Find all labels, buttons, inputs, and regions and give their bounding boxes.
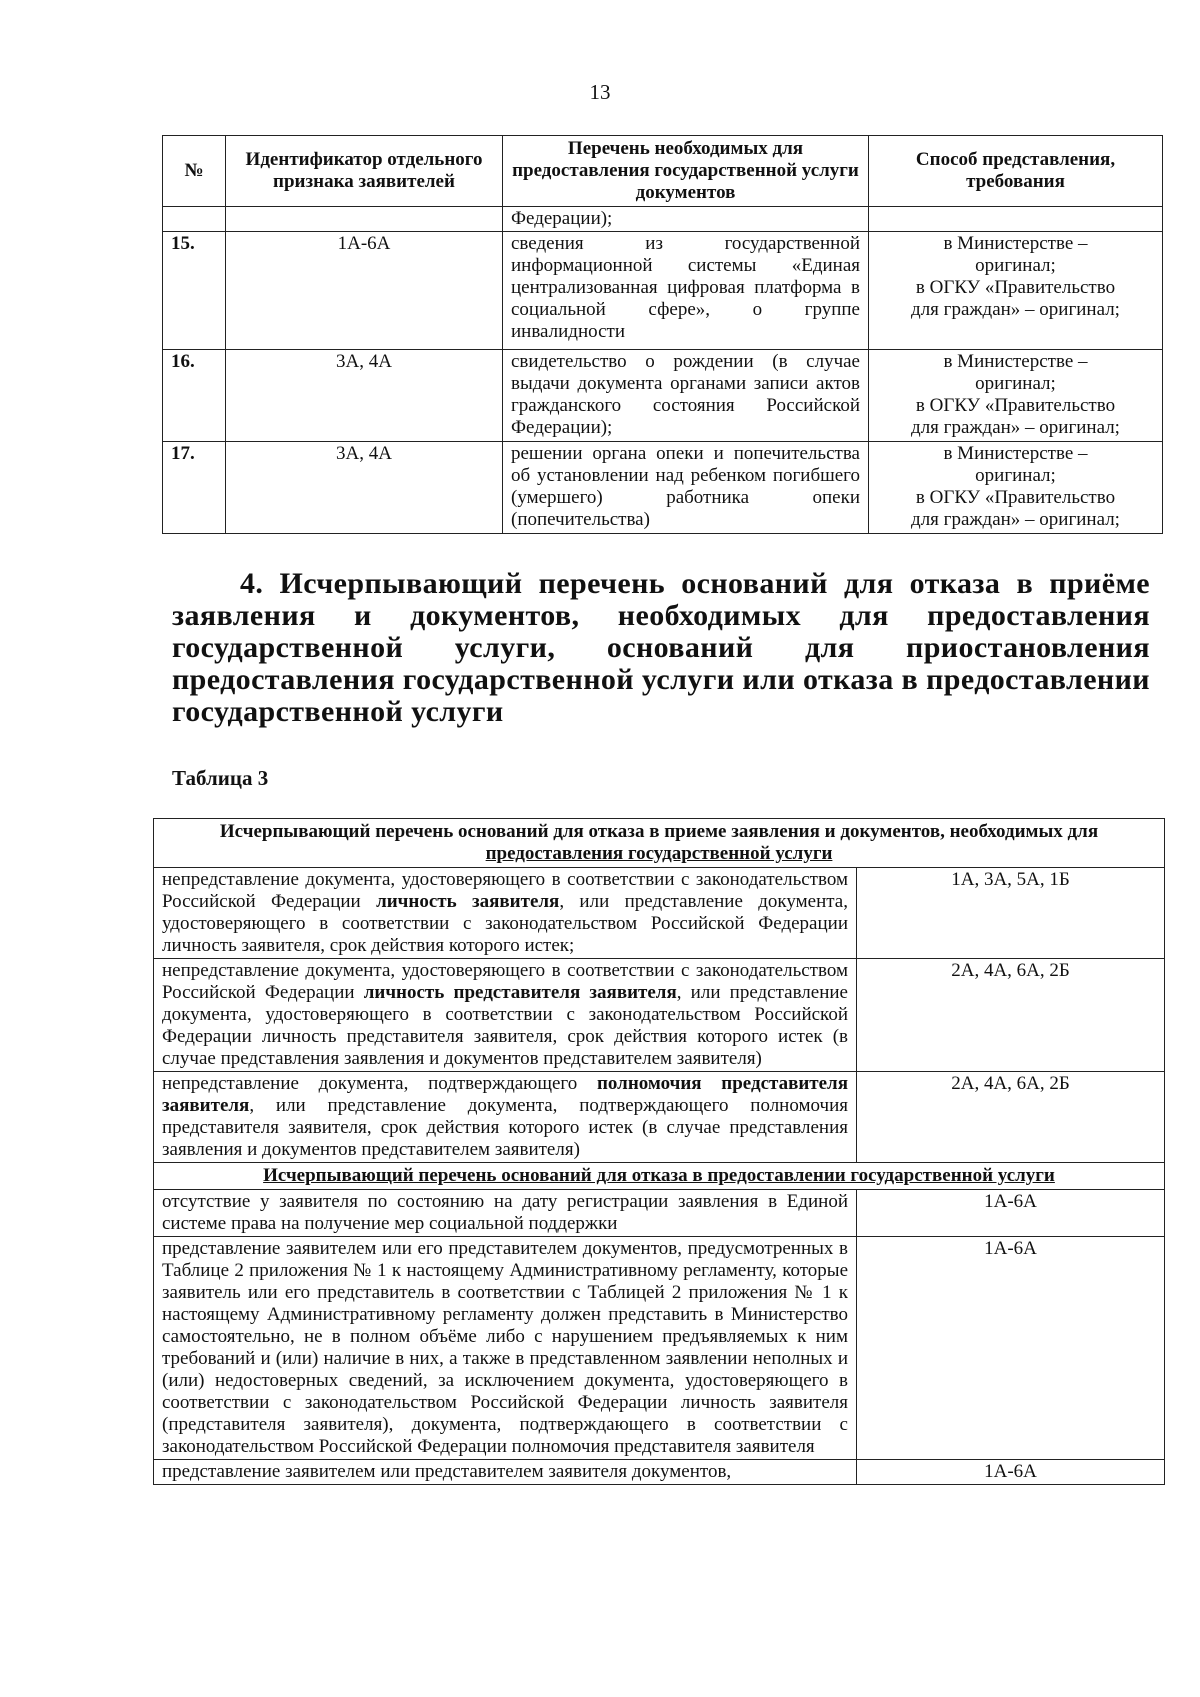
ground-text: непредставление документа, подтверждающего полномочия представителя заявителя, или представление документа, подтверждающего полномочия представителя заявителя, срок действия которого истек (в случае представления заявления и документов представителем заявителя) <box>154 1072 857 1163</box>
table-row <box>154 868 1165 959</box>
section-heading: 4. Исчерпывающий перечень оснований для отказа в приёме заявления и документов, необходимых для предоставления государственной услуги, оснований для приостановления предоставления государственной услуги или отказа в предоставлении государственной услуги <box>172 567 1150 728</box>
row-code: 1А-6А <box>226 232 503 350</box>
row-document: свидетельство о рождении (в случае выдачи документа органами записи актов гражданского состояния Российской Федерации); <box>503 350 869 442</box>
ground-codes: 2А, 4А, 6А, 2Б <box>857 959 1165 1072</box>
row-number: 15. <box>163 232 226 350</box>
table-row <box>154 1460 1165 1485</box>
table-row <box>154 959 1165 1072</box>
documents-table-continued <box>162 135 1163 534</box>
ground-codes: 1А, 3А, 5А, 1Б <box>857 868 1165 959</box>
ground-codes: 1А-6А <box>857 1460 1165 1485</box>
header-num: № <box>163 136 226 207</box>
table-row <box>154 1072 1165 1163</box>
row-number: 16. <box>163 350 226 442</box>
ground-codes: 2А, 4А, 6А, 2Б <box>857 1072 1165 1163</box>
row-method: в Министерстве – оригинал; в ОГКУ «Правительство для граждан» – оригинал; <box>869 232 1163 350</box>
section-header-line: Исчерпывающий перечень оснований для отказа в предоставлении государственной услуги <box>263 1165 1055 1186</box>
ground-text: представление заявителем или его представителем документов, предусмотренных в Таблице 2 приложения № 1 к настоящему Административному регламенту, которые заявитель или его представитель в соответствии с Таблицей 2 приложения № 1 к настоящему Административному регламенту должен представить в Министерство самостоятельно, не в полном объёме либо с нарушением предъявляемых к ним требований и (или) наличие в них, а также в представленном заявлении неполных и (или) недостоверных сведений, за исключением документа, удостоверяющего в соответствии с законодательством Российской Федерации личность заявителя (представителя заявителя), документа, подтверждающего в соответствии с законодательством Российской Федерации полномочия представителя заявителя <box>154 1237 857 1460</box>
ground-text: представление заявителем или представителем заявителя документов, <box>154 1460 857 1485</box>
header-documents: Перечень необходимых для предоставления государственной услуги документов <box>503 136 869 207</box>
row-number: 17. <box>163 442 226 534</box>
header-identifier: Идентификатор отдельного признака заявителей <box>226 136 503 207</box>
ground-codes: 1А-6А <box>857 1190 1165 1237</box>
header-method: Способ представления, требования <box>869 136 1163 207</box>
ground-text: непредставление документа, удостоверяющего в соответствии с законодательством Российской Федерации личность заявителя, или представление документа, удостоверяющего в соответствии с законодательством Российской Федерации личность заявителя, срок действия которого истек; <box>154 868 857 959</box>
table-header-row <box>163 136 1163 207</box>
row-code: 3А, 4А <box>226 442 503 534</box>
row-document: сведения из государственной информационной системы «Единая централизованная цифровая платформа в социальной сфере», о группе инвалидности <box>503 232 869 350</box>
page-number: 13 <box>589 80 611 104</box>
table-row <box>163 350 1163 442</box>
ground-text: отсутствие у заявителя по состоянию на дату регистрации заявления в Единой системе права на получение мер социальной поддержки <box>154 1190 857 1237</box>
table-row <box>154 1190 1165 1237</box>
refusal-grounds-table <box>153 818 1165 1485</box>
table-section-header <box>154 1163 1165 1190</box>
table-label: Таблица 3 <box>172 766 269 790</box>
table-row <box>163 232 1163 350</box>
row-document: решении органа опеки и попечительства об установлении над ребенком погибшего (умершего) работника опеки (попечительства) <box>503 442 869 534</box>
ground-text: непредставление документа, удостоверяющего в соответствии с законодательством Российской Федерации личность представителя заявителя, или представление документа, удостоверяющего в соответствии с законодательством Российской Федерации личность представителя заявителя, срок действия которого истек (в случае представления заявления и документов представителем заявителя) <box>154 959 857 1072</box>
section-header-line: Исчерпывающий перечень оснований для отказа в приеме заявления и документов, необходимых для <box>219 821 1099 842</box>
carry-over-row <box>163 207 1163 232</box>
table-row <box>163 442 1163 534</box>
row-code: 3А, 4А <box>226 350 503 442</box>
ground-codes: 1А-6А <box>857 1237 1165 1460</box>
row-method: в Министерстве – оригинал; в ОГКУ «Правительство для граждан» – оригинал; <box>869 442 1163 534</box>
table-section-header <box>154 819 1165 868</box>
table-row <box>154 1237 1165 1460</box>
row-method: в Министерстве – оригинал; в ОГКУ «Правительство для граждан» – оригинал; <box>869 350 1163 442</box>
carry-over-text: Федерации); <box>503 207 869 232</box>
section-header-line: предоставления государственной услуги <box>485 843 833 864</box>
